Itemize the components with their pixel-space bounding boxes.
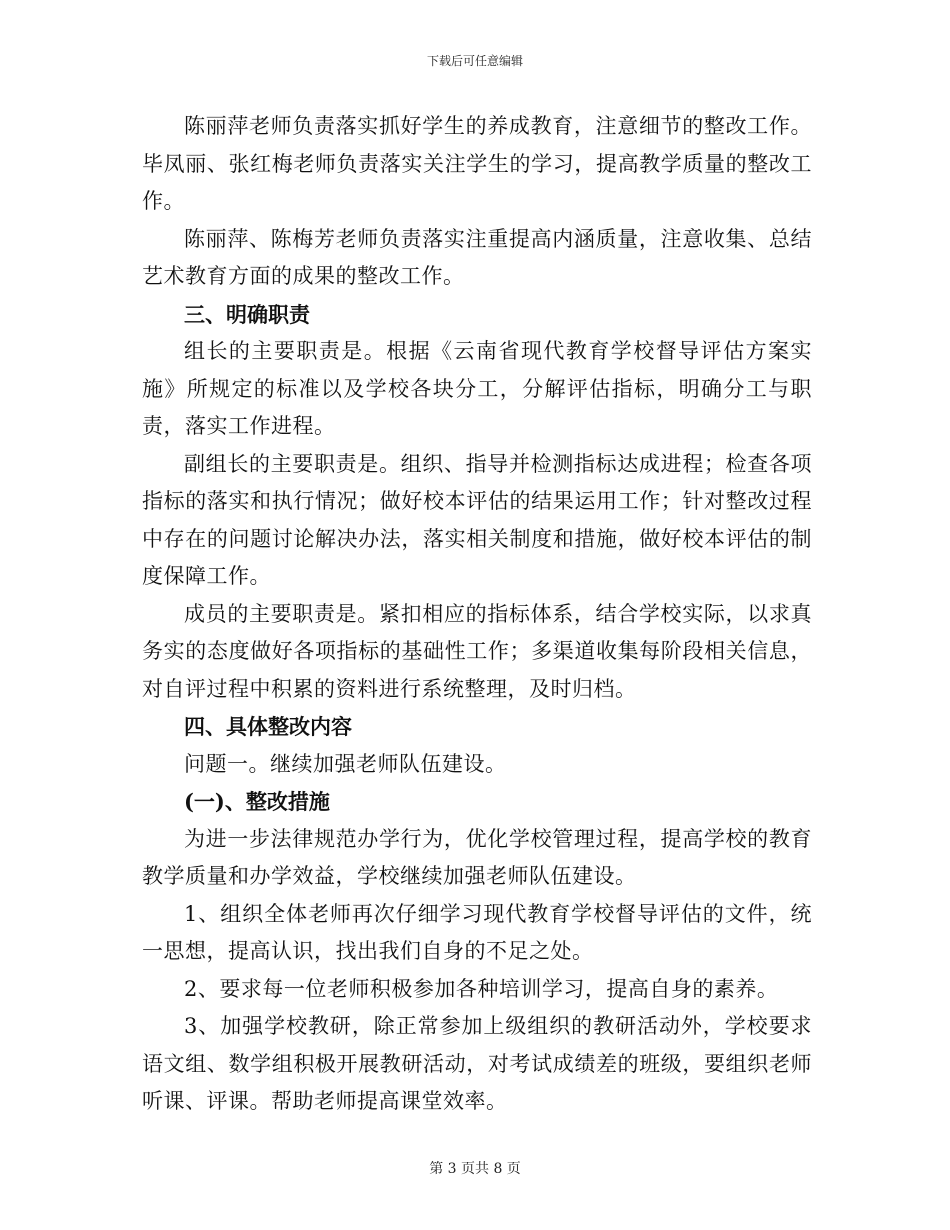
page-header: 下载后可任意编辑 xyxy=(426,54,523,68)
section-heading-3: 三、明确职责 xyxy=(184,301,310,327)
section-heading-4: 四、具体整改内容 xyxy=(184,714,352,739)
paragraph-deputy-duties: 副组长的主要职责是。组织、指导并检测指标达成进程；检查各项指标的落实和执行情况；做好校本评估的结果运用工作；针对整改过程中存在的问题讨论解决办法，落实相关制度和措施，做好校本评估的制度保障工作。 xyxy=(142,451,812,588)
paragraph-member-duties: 成员的主要职责是。紧扣相应的指标体系，结合学校实际，以求真务实的态度做好各项指标的基础性工作；多渠道收集每阶段相关信息，对自评过程中积累的资料进行系统整理，及时归档。 xyxy=(142,601,812,701)
paragraph-2: 陈丽萍、陈梅芳老师负责落实注重提高内涵质量，注意收集、总结艺术教育方面的成果的整改工作。 xyxy=(142,226,812,288)
document-body xyxy=(142,108,812,1121)
paragraph-measure-3: 3、加强学校教研，除正常参加上级组织的教研活动外，学校要求语文组、数学组积极开展教研活动，对考试成绩差的班级，要组织老师听课、评课。帮助老师提高课堂效率。 xyxy=(142,1014,812,1113)
paragraph-measures-intro: 为进一步法律规范办学行为，优化学校管理过程，提高学校的教育教学质量和办学效益，学校继续加强老师队伍建设。 xyxy=(142,826,812,888)
paragraph-problem-1: 问题一。继续加强老师队伍建设。 xyxy=(184,751,507,776)
subsection-heading-measures: (一)、整改措施 xyxy=(184,789,330,814)
paragraph-measure-1: 1、组织全体老师再次仔细学习现代教育学校督导评估的文件，统一思想，提高认识，找出我们自身的不足之处。 xyxy=(142,901,812,963)
paragraph-measure-2: 2、要求每一位老师积极参加各种培训学习，提高自身的素养。 xyxy=(184,976,779,1001)
page-footer: 第 3 页共 8 页 xyxy=(429,1161,521,1177)
paragraph-leader-duties: 组长的主要职责是。根据《云南省现代教育学校督导评估方案实施》所规定的标准以及学校各块分工，分解评估指标，明确分工与职责，落实工作进程。 xyxy=(142,339,812,438)
paragraph-1: 陈丽萍老师负责落实抓好学生的养成教育，注意细节的整改工作。毕凤丽、张红梅老师负责落实关注学生的学习，提高教学质量的整改工作。 xyxy=(142,114,812,213)
